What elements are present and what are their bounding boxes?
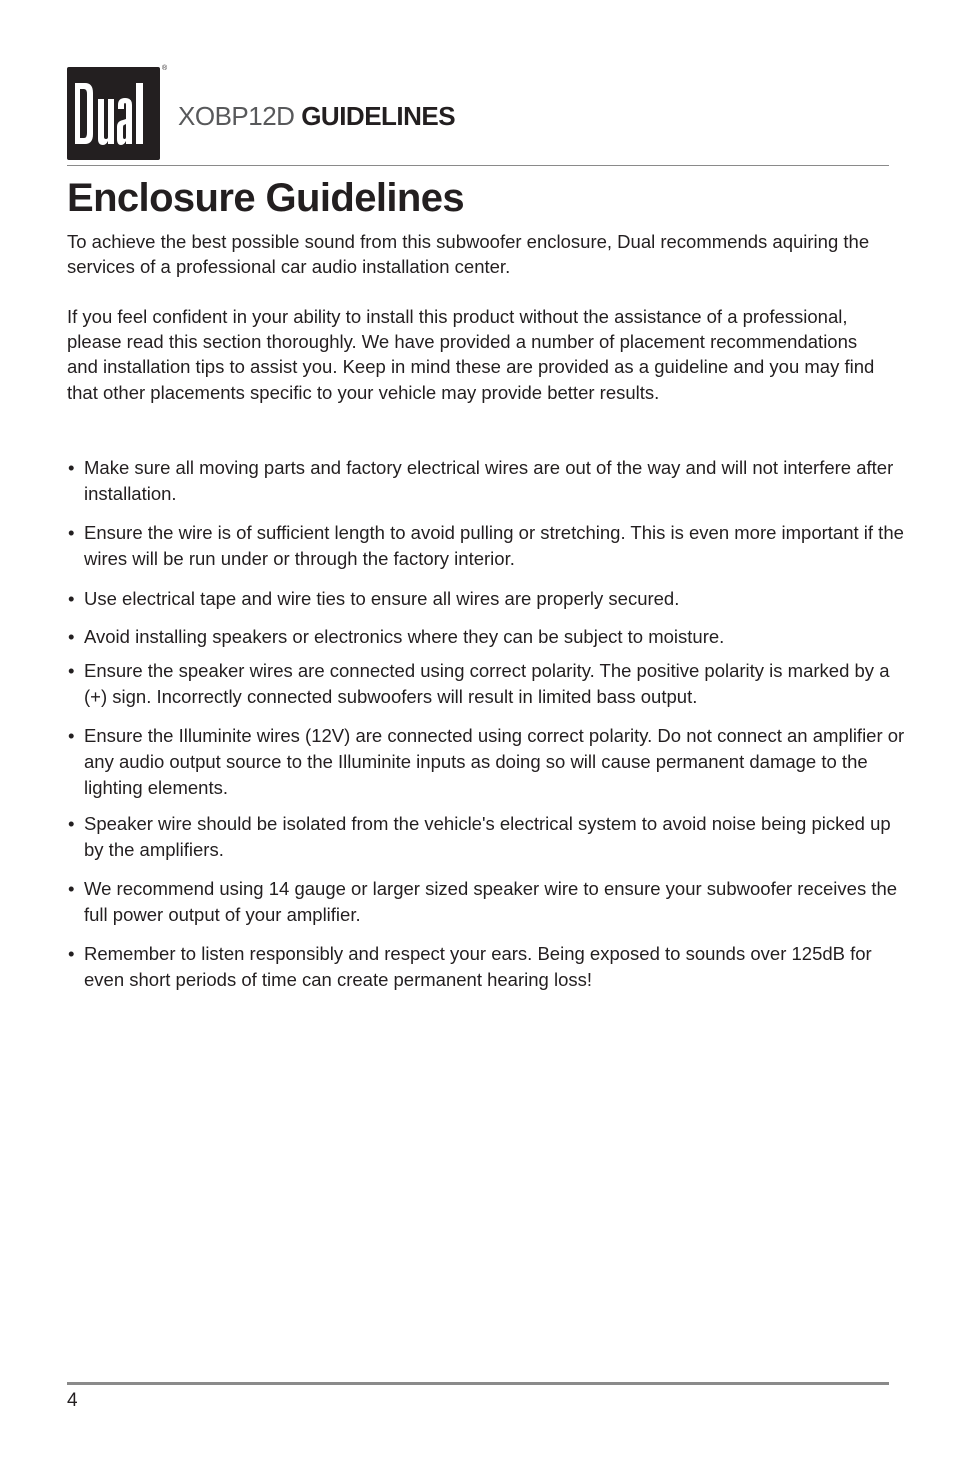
list-item-text: Ensure the speaker wires are connected using correct polarity. The positive polarity is marked by a (+) sign. Incorrectly connected subwoofers will result in limited bass output.: [84, 660, 890, 707]
list-item: [67, 520, 907, 572]
page-number: 4: [67, 1390, 78, 1411]
footer-divider: [67, 1382, 889, 1385]
list-item-text: Remember to listen responsibly and respect your ears. Being exposed to sounds over 125dB for even short periods of time can create permanent hearing loss!: [84, 943, 872, 990]
list-item: [67, 876, 907, 928]
list-item: [67, 658, 907, 710]
section-name: GUIDELINES: [301, 101, 456, 131]
bullet-icon: •: [68, 660, 75, 681]
bullet-icon: •: [68, 725, 75, 746]
list-item-text: Make sure all moving parts and factory electrical wires are out of the way and will not interfere after installation.: [84, 457, 894, 504]
list-item-text: Use electrical tape and wire ties to ensure all wires are properly secured.: [84, 588, 680, 609]
dual-logo-lettering: [67, 67, 160, 160]
bullet-icon: •: [68, 943, 75, 964]
bullet-icon: •: [68, 878, 75, 899]
list-item-text: Speaker wire should be isolated from the vehicle's electrical system to avoid noise being picked up by the amplifiers.: [84, 813, 891, 860]
dual-logo: [67, 67, 160, 160]
list-item-text: Ensure the wire is of sufficient length to avoid pulling or stretching. This is even more important if the wires will be run under or through the factory interior.: [84, 522, 904, 569]
page-title: Enclosure Guidelines: [67, 176, 465, 220]
bullet-icon: •: [68, 626, 75, 647]
model-name: XOBP12D: [178, 101, 295, 131]
list-item: [67, 941, 907, 993]
list-item: [67, 586, 907, 612]
bullet-icon: •: [68, 522, 75, 543]
list-item: [67, 723, 907, 800]
registered-trademark: ®: [162, 65, 168, 72]
header-title: [178, 101, 455, 132]
list-item-text: We recommend using 14 gauge or larger sized speaker wire to ensure your subwoofer receives the full power output of your amplifier.: [84, 878, 898, 925]
list-item-text: Ensure the Illuminite wires (12V) are connected using correct polarity. Do not connect an amplifier or any audio output source to the Illuminite inputs as doing so will cause permanent damage to the lighting elements.: [84, 725, 905, 798]
bullet-icon: •: [68, 588, 75, 609]
intro-paragraph: If you feel confident in your ability to install this product without the assistance of a professional, please read this section thoroughly. We have provided a number of placement recommendations and installation tips to assist you. Keep in mind these are provided as a guideline and you may find that other placements specific to your vehicle may provide better results.: [67, 306, 875, 403]
bullet-icon: •: [68, 457, 75, 478]
list-item: [67, 811, 907, 863]
list-item-text: Avoid installing speakers or electronics where they can be subject to moisture.: [84, 626, 725, 647]
list-item: [67, 455, 907, 507]
header-divider: [67, 165, 889, 166]
intro-paragraph: To achieve the best possible sound from this subwoofer enclosure, Dual recommends aquiring the services of a professional car audio installation center.: [67, 231, 870, 278]
list-item: [67, 624, 907, 650]
bullet-icon: •: [68, 813, 75, 834]
